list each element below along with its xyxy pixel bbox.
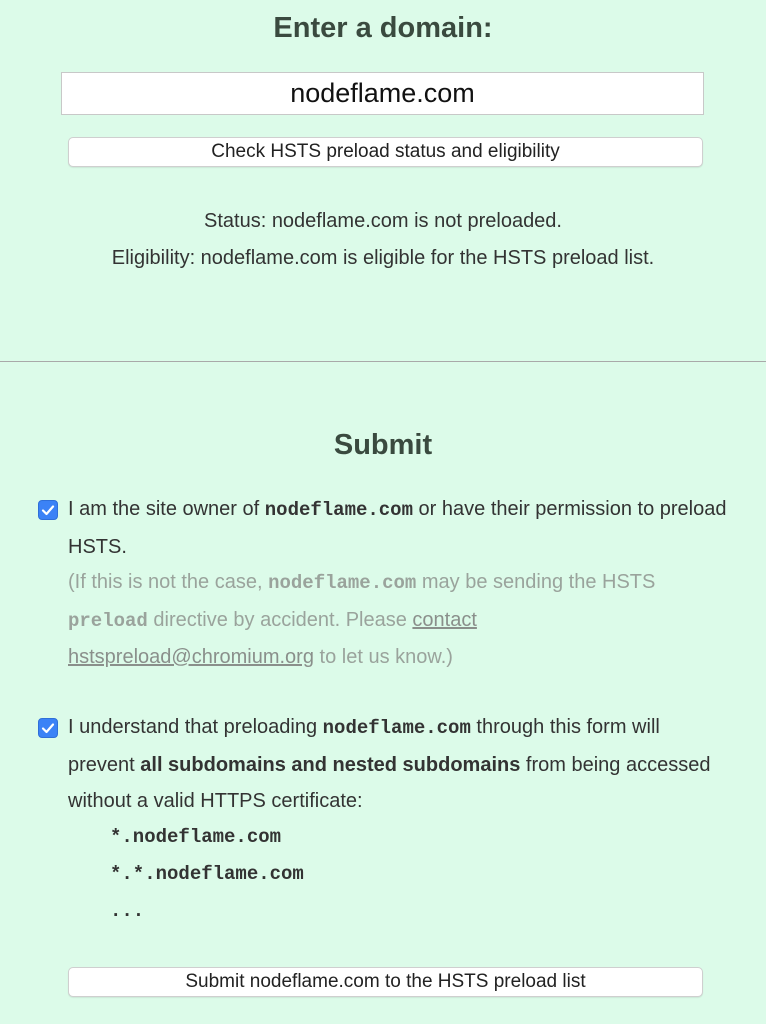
checkmark-icon	[39, 501, 57, 519]
subdomain-examples	[110, 819, 304, 930]
note-text-after-directive: directive by accident. Please	[147, 608, 413, 631]
subdomain-example: *.*.nodeflame.com	[110, 863, 304, 885]
understand-text-before: I understand that preloading	[68, 716, 323, 738]
understand-checkbox[interactable]	[38, 718, 58, 738]
understand-checkbox-label	[68, 709, 728, 820]
submit-preload-button[interactable]: Submit nodeflame.com to the HSTS preload list	[68, 967, 703, 997]
note-text-middle: may be sending the HSTS	[416, 571, 656, 593]
domain-input[interactable]	[61, 72, 704, 115]
check-status-button[interactable]: Check HSTS preload status and eligibility	[68, 137, 703, 167]
understand-domain: nodeflame.com	[322, 717, 471, 739]
status-text: Status: nodeflame.com is not preloaded.	[204, 210, 562, 232]
owner-checkbox-label	[68, 491, 728, 565]
note-domain: nodeflame.com	[268, 572, 417, 594]
section-divider	[0, 361, 766, 362]
subdomain-example: *.nodeflame.com	[110, 826, 282, 848]
note-text-end: to let us know.)	[313, 646, 453, 668]
eligibility-text: Eligibility: nodeflame.com is eligible for the HSTS preload list.	[111, 247, 655, 269]
submit-heading: Submit	[333, 429, 433, 461]
domain-heading: Enter a domain:	[273, 12, 493, 44]
owner-text-before: I am the site owner of	[68, 498, 265, 520]
owner-domain: nodeflame.com	[264, 499, 413, 521]
checkmark-icon	[39, 719, 57, 737]
note-text-before: (If this is not the case,	[68, 571, 269, 593]
understand-emphasis: all subdomains and nested subdomains	[140, 753, 521, 776]
contact-link[interactable]: contact hstspreload@chromium.org	[68, 608, 477, 668]
owner-checkbox[interactable]	[38, 500, 58, 520]
understand-text-after: from being accessed without a valid HTTPS certificate:	[68, 753, 711, 812]
note-directive: preload	[68, 609, 148, 632]
owner-note	[68, 564, 728, 676]
understand-text-middle: through this form will prevent	[68, 716, 660, 776]
owner-text-after: or have their permission to preload HSTS.	[68, 498, 727, 558]
subdomain-example: ...	[110, 900, 145, 922]
